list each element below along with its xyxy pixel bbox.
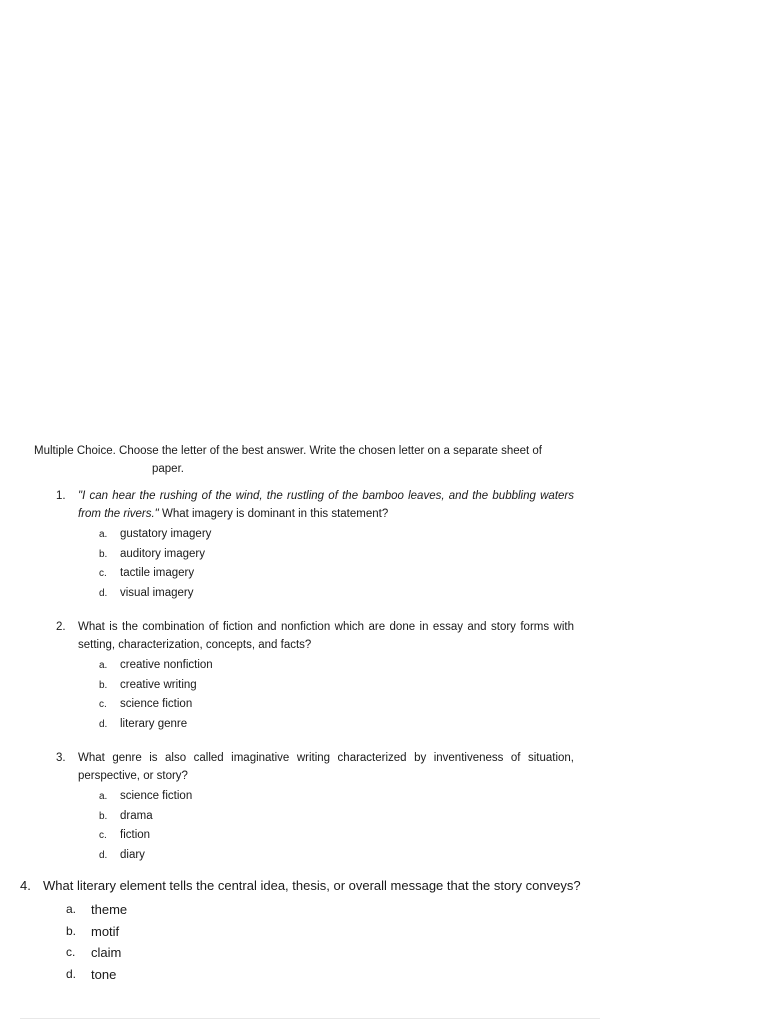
option-letter: d. — [99, 849, 108, 861]
question-2-head — [56, 618, 574, 654]
option-letter: c. — [66, 945, 76, 959]
option-letter: b. — [99, 679, 108, 691]
option-c — [66, 942, 596, 964]
option-d — [99, 584, 574, 604]
question-number: 2. — [56, 621, 66, 633]
option-c — [99, 826, 574, 846]
option-b — [99, 807, 574, 827]
question-number: 3. — [56, 752, 66, 764]
option-text: creative writing — [120, 678, 197, 691]
option-text: gustatory imagery — [120, 528, 212, 540]
options-list — [99, 656, 574, 734]
question-3 — [56, 749, 574, 865]
question-number: 1. — [56, 490, 66, 502]
options-list — [99, 525, 574, 603]
question-2 — [56, 618, 574, 734]
option-letter: c. — [99, 830, 107, 841]
option-d — [99, 715, 574, 735]
instructions-line-2: paper. — [152, 463, 184, 475]
question-4-head — [20, 876, 596, 896]
page-bottom-divider — [20, 1018, 600, 1019]
option-text: literary genre — [120, 717, 188, 730]
question-number: 4. — [20, 878, 31, 893]
option-text: diary — [120, 848, 145, 861]
option-text: science fiction — [120, 790, 193, 802]
instructions-line-1: Multiple Choice. Choose the letter of the best answer. Write the chosen letter on a separate sheet of — [34, 445, 542, 457]
option-letter: c. — [99, 568, 107, 579]
option-letter: d. — [66, 966, 77, 981]
option-letter: a. — [99, 660, 108, 671]
option-text: tone — [91, 966, 117, 982]
option-letter: b. — [66, 923, 77, 938]
question-stem: What literary element tells the central idea, thesis, or overall message that the story conveys? — [43, 878, 581, 893]
option-c — [99, 695, 574, 715]
option-letter: d. — [99, 587, 108, 599]
question-1 — [56, 487, 574, 603]
option-b — [66, 921, 596, 943]
option-letter: c. — [99, 699, 107, 710]
question-stem: What is the combination of fiction and nonfiction which are done in essay and story forms with setting, characterization, concepts, and facts? — [78, 621, 574, 651]
question-stem — [78, 490, 574, 520]
option-c — [99, 564, 574, 584]
option-letter: a. — [99, 529, 108, 540]
option-d — [99, 846, 574, 866]
option-b — [99, 676, 574, 696]
option-text: theme — [91, 902, 128, 917]
option-a — [66, 899, 596, 921]
option-text: science fiction — [120, 698, 193, 710]
option-text: visual imagery — [120, 586, 194, 599]
option-letter: a. — [99, 791, 108, 802]
option-text: tactile imagery — [120, 567, 195, 579]
option-a — [99, 787, 574, 807]
question-3-head — [56, 749, 574, 785]
option-text: drama — [120, 809, 153, 822]
option-text: fiction — [120, 829, 151, 841]
option-letter: a. — [66, 902, 77, 916]
option-text: motif — [91, 923, 120, 939]
instructions — [34, 442, 594, 478]
options-list — [66, 899, 596, 985]
question-4 — [20, 876, 596, 985]
option-b — [99, 545, 574, 565]
options-list — [99, 787, 574, 865]
option-letter: d. — [99, 718, 108, 730]
option-text: creative nonfiction — [120, 659, 213, 671]
question-quote: "I can hear the rushing of the wind, the rustling of the bamboo leaves, and the bubbling waters from the rivers." — [78, 490, 574, 520]
option-a — [99, 525, 574, 545]
option-letter: b. — [99, 548, 108, 560]
option-text: auditory imagery — [120, 547, 206, 560]
question-stem: What genre is also called imaginative writing characterized by inventiveness of situation, perspective, or story? — [78, 752, 574, 782]
option-letter: b. — [99, 810, 108, 822]
question-1-head — [56, 487, 574, 523]
option-d — [66, 964, 596, 986]
question-stem-rest: What imagery is dominant in this statement? — [158, 508, 389, 520]
option-a — [99, 656, 574, 676]
option-text: claim — [91, 945, 122, 960]
